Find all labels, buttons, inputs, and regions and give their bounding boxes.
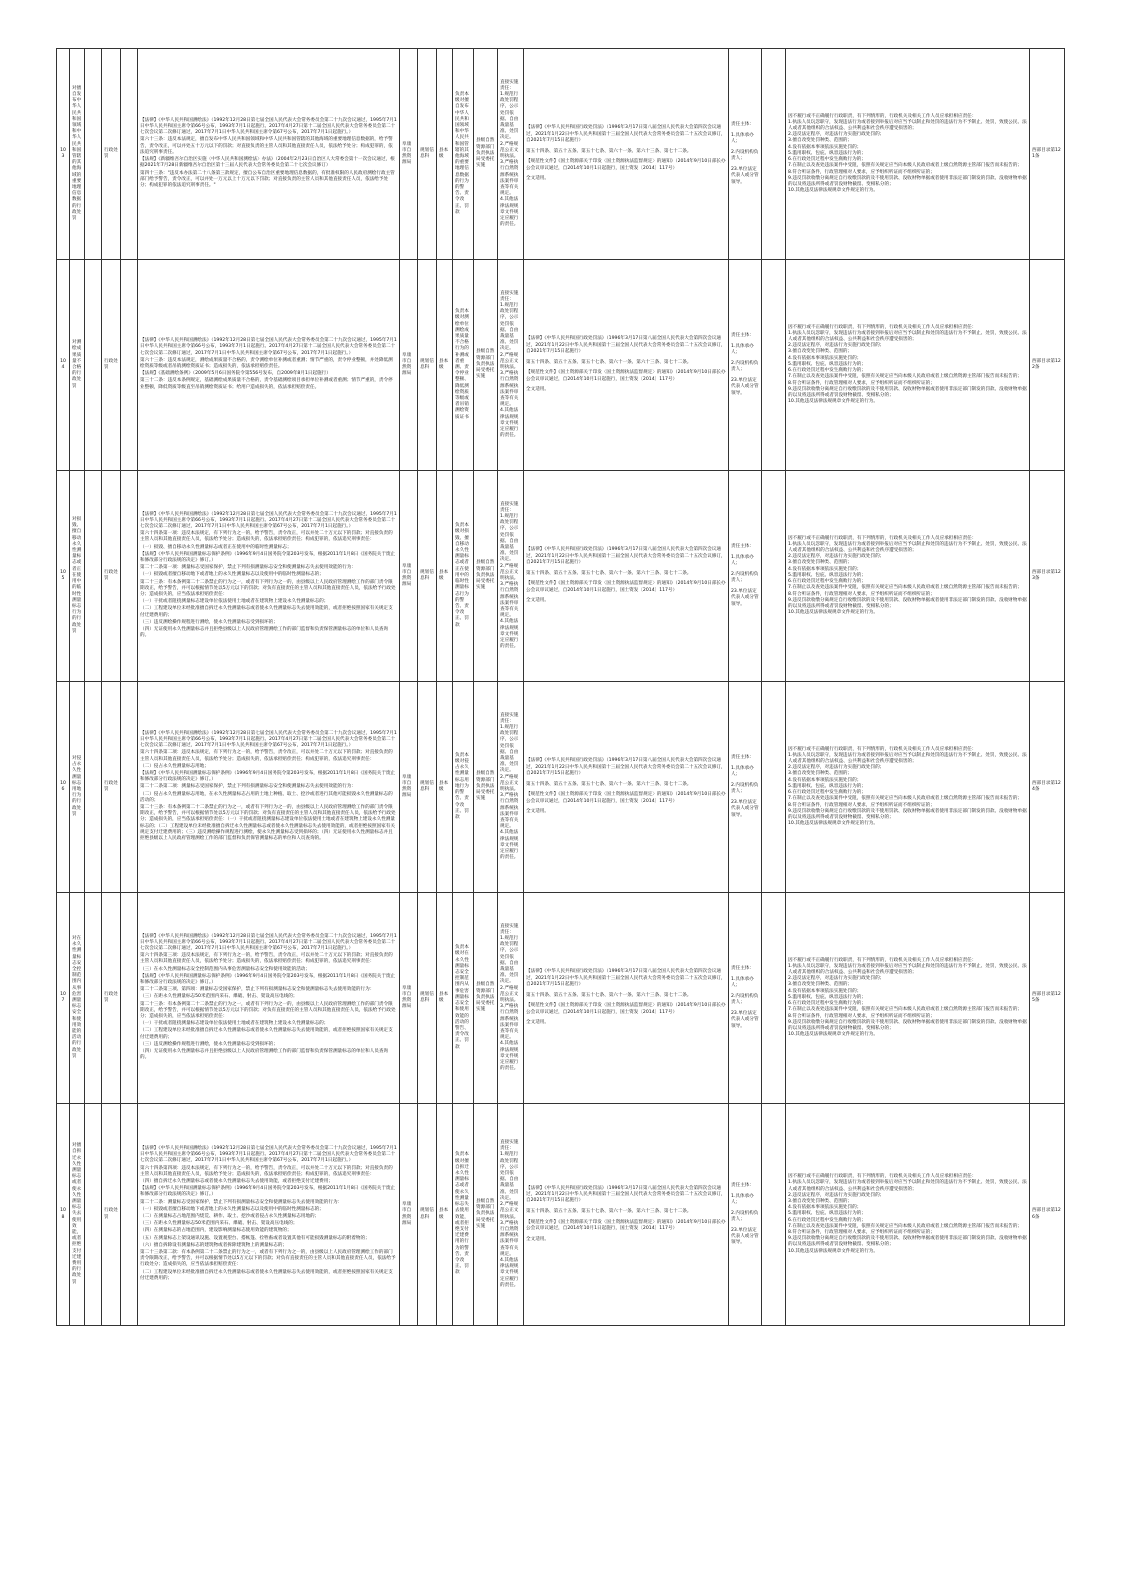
sub-item-cell bbox=[85, 49, 102, 260]
item-name: 对损毁、擅自移动永久性测量标志或者正在使用中的临时性测量标志行为的行政处罚 bbox=[70, 471, 85, 682]
level: 县本级 bbox=[437, 682, 453, 893]
sub-item-cell bbox=[85, 471, 102, 682]
implementing-agency: 阜康市自然资源局 bbox=[400, 682, 418, 893]
catalog-reference: 西部目录第125条 bbox=[1030, 893, 1065, 1104]
item-type: 行政处罚 bbox=[102, 1104, 121, 1326]
responsibility-scope: 负责本级对擅自发布中华人民共和国领域和中华人民共和国管辖的其他海域的重要地理信息数据的行为的警告、责令改正、罚款 bbox=[453, 49, 474, 260]
table-row bbox=[57, 260, 1065, 471]
department: 规划信息科 bbox=[418, 682, 437, 893]
code-cell bbox=[121, 471, 138, 682]
accountability: 因不履行或不正确履行行政职责，有下列情形的，行政机关及相关工作人员应承担相应责任： 1.执法人员玩忽职守，发现违法行为或者接到举报后对应当予以制止和处罚的违法行为不予制止、处罚，致使公民、法人或者其他组织的合法权益、公共利益和社会秩序遭受损害的； 2.违反法定程序，对违法行为实施行政处罚的； 3.擅自改变处罚种类、范围的； 4.没有依据本事项依法实施处罚的； 5.滥用职权、包庇、纵容违法行为的； 6.在行政处罚过程中发生腐败行为的； 7.在制止以及查处违法案件中受阻，依照有关规定应当向本级人民政府或者上级自然资源主管部门报告而未报告的； 8.符合听证条件，行政管理相对人要求，应予组织听证而不组织听证的； 9.违反罚款收缴分离规定自行收缴罚款的及不使用罚款、没收财物单据或者使用非法定部门制发的罚款、没收财物单据的以及将违法所得或者罚没财物截留、变相私分的； 10.其他违反法律法规规章文件规定的行为。 bbox=[786, 682, 1030, 893]
table-row bbox=[57, 471, 1065, 682]
level: 县本级 bbox=[437, 471, 453, 682]
item-type: 行政处罚 bbox=[102, 471, 121, 682]
catalog-reference: 西部目录第124条 bbox=[1030, 682, 1065, 893]
row-number: 107 bbox=[57, 893, 70, 1104]
row-number: 103 bbox=[57, 49, 70, 260]
blank-cell bbox=[762, 893, 786, 1104]
responsible-subject: 责任主体： 1.具体承办人； 2.内设机构负责人； 23.单位法定代表人或分管领导。 bbox=[729, 1104, 762, 1326]
implementing-entity: 县级自然资源部门负责执法局受委托实施 bbox=[474, 893, 498, 1104]
implementing-entity: 县级自然资源部门负责执法局受委托实施 bbox=[474, 682, 498, 893]
implementation-responsibility: 直接实施责任： 1.规范行政处罚程序，公示处罚依据、自由裁量基准、处罚决定。 2.严格规范公正文明执法。 3.严格执行自然资源系统执法案件审查等有关规定。 4.其他法律法规规章文件规定应履行的责任。 bbox=[498, 471, 524, 682]
implementing-agency: 阜康市自然资源局 bbox=[400, 893, 418, 1104]
reference-law: 【法律】《中华人民共和国行政处罚法》（1996年3月17日第八届全国人民代表大会第四次会议通过，2021年1月22日中华人民共和国第十三届全国人民代表大会常务委员会第二十五次会议修订，自2021年7月15日起施行） 第五十四条、第五十五条、第五十七条、第六十一条、第六十三条、第七十二条。 【规范性文件】《国土资源部关于印发〈国土资源执法监督规定〉的通知》（2014年9月10日部长办公会议审议通过，自2014年10月1日起施行，国土资发〔2014〕117号） 全文适用。 bbox=[524, 682, 729, 893]
responsibility-scope: 负责本级对损毁、擅自移动永久性测量标志或者正在使用中的临时性测量标志行为的警告、责令改正、罚款 bbox=[453, 471, 474, 682]
legal-basis: 【法律】《中华人民共和国测绘法》（1992年12月28日第七届全国人民代表大会常务委员会第二十九次会议通过，1995年7月1日中华人民共和国主席令第66号公布，1993年7月1日起施行。2017年4月27日第十二届全国人民代表大会常务委员会第二十七次会议第二次修订通过，2017年7月1日中华人民共和国主席令第67号公布，2017年7月1日起施行。） 第六十四条第二项：违反本法规定，有下列行为之一的，给予警告，责令改正，可以并处二十万元以下的罚款；对直接负责的主管人员和其他直接责任人员，依法给予处分；造成损失的，依法承担赔偿责任；构成犯罪的，依法追究刑事责任： （二）侵占永久性测量标志用地； 【法规】《中华人民共和国测量标志保护条例》（1996年9月4日国务院令第203号发布，根据2011年1月8日《国务院关于废止和修改部分行政法规的决定》修订。） 第二十二条第二项：测量标志受国家保护，禁止下列有损测量标志安全和使测量标志失去使用效能的行为： （二）侵占永久性测量标志用地，在永久性测量标志占用的土地上种植、取土、挖沙或者进行其他可能损毁永久性测量标志的活动的； 第二十三条：有本条例第二十二条禁止的行为之一，或者有下列行为之一的，由县级以上人民政府管理测绘工作的部门责令限期改正，给予警告，并可以根据情节处以5万元以下的罚款；对负有直接责任的主管人员和其他直接责任人员，依法给予行政处分；造成损失的，应当依法承担赔偿责任：（一）干扰或者阻挠测量标志建设单位依法使用土地或者在建筑物上建设永久性测量标志的；（二）工程建设单位未经批准擅自拆迁永久性测量标志或者使永久性测量标志失去使用效能的，或者拒绝按照国家有关规定支付迁建费用的；（三）违反测绘操作规程进行测绘，使永久性测量标志受到损坏的；（四）无证使用永久性测量标志并且拒绝县级以上人民政府管理测绘工作的部门监督和负责保管测量标志的单位和人员查询的。 bbox=[138, 682, 400, 893]
level: 县本级 bbox=[437, 260, 453, 471]
catalog-reference: 西部目录第123条 bbox=[1030, 471, 1065, 682]
code-cell bbox=[121, 893, 138, 1104]
responsible-subject: 责任主体： 1.具体承办人； 2.内设机构负责人； 23.单位法定代表人或分管领导。 bbox=[729, 893, 762, 1104]
department: 规划信息科 bbox=[418, 1104, 437, 1326]
legal-basis: 【法律】《中华人民共和国测绘法》（1992年12月28日第七届全国人民代表大会常务委员会第二十九次会议通过，1995年7月1日中华人民共和国主席令第66号公布，1993年7月1日起施行。2017年4月27日第十二届全国人民代表大会常务委员会第二十七次会议第二次修订通过，2017年7月1日中华人民共和国主席令第67号公布，2017年7月1日起施行。） 第六十三条：违反本法规定，擅自发布中华人民共和国领域和中华人民共和国管辖的其他海域的重要地理信息数据的，给予警告，责令改正，可以并处五十万元以下的罚款；对直接负责的主管人员和其他直接责任人员，依法给予处分；构成犯罪的，依法追究刑事责任。 【法规】《新疆维吾尔自治区实施〈中华人民共和国测绘法〉办法》（2004年2月23日自治区人大常委会第十一次会议通过，根据2021年7月28日新疆维吾尔自治区第十三届人民代表大会常务委员会第二十七次会议修订） 第四十三条："违反本办法第二十八条第三款规定，擅自公布自治区重要地理信息数据的，有批准权限的人民政府测绘行政主管部门给予警告，责令改正，可以并处一万元以上十万元以下罚款；对直接负责的主管人员和其他直接责任人员，依法给予处分；构成犯罪的依法追究刑事责任。" bbox=[138, 49, 400, 260]
department: 规划信息科 bbox=[418, 49, 437, 260]
sub-item-cell bbox=[85, 682, 102, 893]
implementing-agency: 阜康市自然资源局 bbox=[400, 471, 418, 682]
level: 县本级 bbox=[437, 1104, 453, 1326]
table-row bbox=[57, 49, 1065, 260]
implementation-responsibility: 直接实施责任： 1.规范行政处罚程序，公示处罚依据、自由裁量基准、处罚决定。 2.严格规范公正文明执法。 3.严格执行自然资源系统执法案件审查等有关规定。 4.其他法律法规规章文件规定应履行的责任。 bbox=[498, 1104, 524, 1326]
code-cell bbox=[121, 49, 138, 260]
responsible-subject: 责任主体： 1.具体承办人； 2.内设机构负责人； 23.单位法定代表人或分管领导。 bbox=[729, 49, 762, 260]
department: 规划信息科 bbox=[418, 260, 437, 471]
reference-law: 【法律】《中华人民共和国行政处罚法》（1996年3月17日第八届全国人民代表大会第四次会议通过，2021年1月22日中华人民共和国第十三届全国人民代表大会常务委员会第二十五次会议修订，自2021年7月15日起施行） 第五十四条、第五十五条、第五十七条、第六十一条、第六十三条、第七十二条。 【规范性文件】《国土资源部关于印发〈国土资源执法监督规定〉的通知》（2014年9月10日部长办公会议审议通过，自2014年10月1日起施行，国土资发〔2014〕117号） 全文适用。 bbox=[524, 260, 729, 471]
item-type: 行政处罚 bbox=[102, 682, 121, 893]
row-number: 104 bbox=[57, 260, 70, 471]
implementing-entity: 县级自然资源部门负责执法局受委托实施 bbox=[474, 1104, 498, 1326]
item-type: 行政处罚 bbox=[102, 893, 121, 1104]
implementing-agency: 阜康市自然资源局 bbox=[400, 49, 418, 260]
department: 规划信息科 bbox=[418, 893, 437, 1104]
accountability: 因不履行或不正确履行行政职责，有下列情形的，行政机关及相关工作人员应承担相应责任： 1.执法人员玩忽职守，发现违法行为或者接到举报后对应当予以制止和处罚的违法行为不予制止、处罚，致使公民、法人或者其他组织的合法权益、公共利益和社会秩序遭受损害的； 2.违反法定程序，对违法行为实施行政处罚的； 3.擅自改变处罚种类、范围的； 4.没有依据本事项依法实施处罚的； 5.滥用职权、包庇、纵容违法行为的； 6.在行政处罚过程中发生腐败行为的； 7.在制止以及查处违法案件中受阻，依照有关规定应当向本级人民政府或者上级自然资源主管部门报告而未报告的； 8.符合听证条件，行政管理相对人要求，应予组织听证而不组织听证的； 9.违反罚款收缴分离规定自行收缴罚款的及不使用罚款、没收财物单据或者使用非法定部门制发的罚款、没收财物单据的以及将违法所得或者罚没财物截留、变相私分的； 10.其他违反法律法规规章文件规定的行为。 bbox=[786, 49, 1030, 260]
row-number: 105 bbox=[57, 471, 70, 682]
legal-basis: 【法律】《中华人民共和国测绘法》（1992年12月28日第七届全国人民代表大会常务委员会第二十九次会议通过，1995年7月1日中华人民共和国主席令第66号公布，1993年7月1日起施行。2017年4月27日第十二届全国人民代表大会常务委员会第二十七次会议第二次修订通过，2017年7月1日中华人民共和国主席令第67号公布，2017年7月1日起施行。） 第六十四条第四项：违反本法规定，有下列行为之一的，给予警告，责令改正，可以并处二十万元以下的罚款；对直接负责的主管人员和其他直接责任人员，依法给予处分；造成损失的，依法承担赔偿责任；构成犯罪的，依法追究刑事责任： （四）擅自拆迁永久性测量标志或者使永久性测量标志失去使用效能，或者拒绝支付迁建费用； 【法规】《中华人民共和国测量标志保护条例》（1996年9月4日国务院令第203号发布，根据2011年1月8日《国务院关于废止和修改部分行政法规的决定》修订。） 第二十二条：测量标志受国家保护，禁止下列有损测量标志安全和使测量标志失去使用效能的行为： （一）损毁或者擅自移动地下或者地上的永久性测量标志以及使用中的临时性测量标志的； （二）在测量标志占地范围内烧荒、耕作、取土、挖沙或者侵占永久性测量标志用地的； （三）在距永久性测量标志50米范围内采石、爆破、射击、架设高压电线的； （四）在测量标志的占地范围内，建设影响测量标志使用效能的建筑物的； （五）在测量标志上架设通讯设施、设置观望台、搭帐篷、拴牲畜或者设置其他有可能损毁测量标志的附着物的； （六）擅自拆除设有测量标志的建筑物或者拆除建筑物上的测量标志的； 第二十三条第二款：有本条例第二十二条禁止的行为之一，或者有下列行为之一的，由县级以上人民政府管理测绘工作的部门责令限期改正，给予警告，并可以根据情节处以5万元以下的罚款；对负有直接责任的主管人员和其他直接责任人员，依法给予行政处分；造成损失的，应当依法承担赔偿责任： （二）工程建设单位未经批准擅自拆迁永久性测量标志或者使永久性测量标志失去使用效能的，或者拒绝按照国家有关规定支付迁建费用的； bbox=[138, 1104, 400, 1326]
blank-cell bbox=[762, 260, 786, 471]
level: 县本级 bbox=[437, 49, 453, 260]
responsibility-scope: 负责本级对擅自拆迁永久性测量标志或者使永久性测量标志失去使用效能，或者拒绝支付迁建费用的行为的警告、责令改正、罚款 bbox=[453, 1104, 474, 1326]
implementing-entity: 县级自然资源部门负责执法局受委托实施 bbox=[474, 471, 498, 682]
table-row bbox=[57, 893, 1065, 1104]
implementing-agency: 阜康市自然资源局 bbox=[400, 1104, 418, 1326]
item-type: 行政处罚 bbox=[102, 260, 121, 471]
accountability: 因不履行或不正确履行行政职责，有下列情形的，行政机关及相关工作人员应承担相应责任： 1.执法人员玩忽职守，发现违法行为或者接到举报后对应当予以制止和处罚的违法行为不予制止、处罚，致使公民、法人或者其他组织的合法权益、公共利益和社会秩序遭受损害的； 2.违反法定程序，对违法行为实施行政处罚的； 3.擅自改变处罚种类、范围的； 4.没有依据本事项依法实施处罚的； 5.滥用职权、包庇、纵容违法行为的； 6.在行政处罚过程中发生腐败行为的； 7.在制止以及查处违法案件中受阻，依照有关规定应当向本级人民政府或者上级自然资源主管部门报告而未报告的； 8.符合听证条件，行政管理相对人要求，应予组织听证而不组织听证的； 9.违反罚款收缴分离规定自行收缴罚款的及不使用罚款、没收财物单据或者使用非法定部门制发的罚款、没收财物单据的以及将违法所得或者罚没财物截留、变相私分的； 10.其他违反法律法规规章文件规定的行为。 bbox=[786, 893, 1030, 1104]
blank-cell bbox=[762, 1104, 786, 1326]
item-name: 对擅自发布中华人民共和国领域和中华人民共和国管辖的其他海域的重要地理信息数据的行政处罚 bbox=[70, 49, 85, 260]
row-number: 108 bbox=[57, 1104, 70, 1326]
implementation-responsibility: 直接实施责任： 1.规范行政处罚程序，公示处罚依据、自由裁量基准、处罚决定。 2.严格规范公正文明执法。 3.严格执行自然资源系统执法案件审查等有关规定。 4.其他法律法规规章文件规定应履行的责任。 bbox=[498, 682, 524, 893]
blank-cell bbox=[762, 49, 786, 260]
reference-law: 【法律】《中华人民共和国行政处罚法》（1996年3月17日第八届全国人民代表大会第四次会议通过，2021年1月22日中华人民共和国第十三届全国人民代表大会常务委员会第二十五次会议修订，自2021年7月15日起施行） 第五十四条、第五十五条、第五十七条、第六十一条、第六十三条、第七十二条。 【规范性文件】《国土资源部关于印发〈国土资源执法监督规定〉的通知》（2014年9月10日部长办公会议审议通过，自2014年10月1日起施行，国土资发〔2014〕117号） 全文适用。 bbox=[524, 893, 729, 1104]
item-name: 对擅自拆迁永久性测量标志或者使永久性测量标志失去使用效能，或者拒绝支付迁建费用的行政处罚 bbox=[70, 1104, 85, 1326]
sub-item-cell bbox=[85, 1104, 102, 1326]
reference-law: 【法律】《中华人民共和国行政处罚法》（1996年3月17日第八届全国人民代表大会第四次会议通过，2021年1月22日中华人民共和国第十三届全国人民代表大会常务委员会第二十五次会议修订，自2021年7月15日起施行） 第五十四条、第五十五条、第五十七条、第六十一条、第六十三条、第七十二条。 【规范性文件】《国土资源部关于印发〈国土资源执法监督规定〉的通知》（2014年9月10日部长办公会议审议通过，自2014年10月1日起施行，国土资发〔2014〕117号） 全文适用。 bbox=[524, 49, 729, 260]
implementation-responsibility: 直接实施责任： 1.规范行政处罚程序，公示处罚依据、自由裁量基准、处罚决定。 2.严格规范公正文明执法。 3.严格执行自然资源系统执法案件审查等有关规定。 4.其他法律法规规章文件规定应履行的责任。 bbox=[498, 893, 524, 1104]
legal-basis: 【法律】《中华人民共和国测绘法》（1992年12月28日第七届全国人民代表大会常务委员会第二十九次会议通过，1995年7月1日中华人民共和国主席令第66号公布，1993年7月1日起施行。2017年4月27日第十二届全国人民代表大会常务委员会第二十七次会议第二次修订通过，2017年7月1日中华人民共和国主席令第67号公布，2017年7月1日起施行。） 第六十三条：违反本法规定，测绘成果质量不合格的，责令测绘单位补测或者重测；情节严重的，责令停业整顿，并处降低测绘资质等级或者吊销测绘资质证书；造成损失的，依法承担赔偿责任。 【法规】《基础测绘条例》（2009年5月6日国务院令第556号发布，自2009年8月1日起施行） 第三十二条：违反本条例规定，基础测绘成果质量不合格的，责令基础测绘项目承担单位补测或者重测；情节严重的，责令停业整顿，降低资质等级直至吊销测绘资质证书；给用户造成损失的，依法承担赔偿责任。 bbox=[138, 260, 400, 471]
responsibility-scope: 负责本级对测绘单位测绘成果质量不合格行为的补测或者重测、责令停业整顿、降低测绘资质等级或者吊销测绘资质证书 bbox=[453, 260, 474, 471]
code-cell bbox=[121, 682, 138, 893]
code-cell bbox=[121, 1104, 138, 1326]
responsible-subject: 责任主体： 1.具体承办人； 2.内设机构负责人； 23.单位法定代表人或分管领导。 bbox=[729, 260, 762, 471]
legal-basis: 【法律】《中华人民共和国测绘法》（1992年12月28日第七届全国人民代表大会常务委员会第二十九次会议通过，1995年7月1日中华人民共和国主席令第66号公布，1993年7月1日起施行。2017年4月27日第十二届全国人民代表大会常务委员会第二十七次会议第二次修订通过，2017年7月1日中华人民共和国主席令第67号公布，2017年7月1日起施行。） 第六十四条第一项：违反本法规定，有下列行为之一的，给予警告，责令改正，可以并处二十万元以下的罚款；对直接负责的主管人员和其他直接责任人员，依法给予处分；造成损失的，依法承担赔偿责任；构成犯罪的，依法追究刑事责任： （一）损毁、擅自移动永久性测量标志或者正在使用中的临时性测量标志； 【法规】《中华人民共和国测量标志保护条例》（1996年9月4日国务院令第203号发布，根据2011年1月8日《国务院关于废止和修改部分行政法规的决定》修订。） 第二十二条第一项：测量标志受国家保护，禁止下列有损测量标志安全和使测量标志失去使用效能的行为： （一）损毁或者擅自移动地下或者地上的永久性测量标志以及使用中的临时性测量标志的； 第二十三条：有本条例第二十二条禁止的行为之一，或者有下列行为之一的，由县级以上人民政府管理测绘工作的部门责令限期改正，给予警告，并可以根据情节处以5万元以下的罚款；对负有直接责任的主管人员和其他直接责任人员，依法给予行政处分；造成损失的，应当依法承担赔偿责任： （一）干扰或者阻挠测量标志建设单位依法使用土地或者在建筑物上建设永久性测量标志的； （二）工程建设单位未经批准擅自拆迁永久性测量标志或者使永久性测量标志失去使用效能的，或者拒绝按照国家有关规定支付迁建费用的； （三）违反测绘操作规程进行测绘，使永久性测量标志受到损坏的； （四）无证使用永久性测量标志并且拒绝县级以上人民政府管理测绘工作的部门监督和负责保管测量标志的单位和人员查询的。 bbox=[138, 471, 400, 682]
accountability: 因不履行或不正确履行行政职责，有下列情形的，行政机关及相关工作人员应承担相应责任： 1.执法人员玩忽职守，发现违法行为或者接到举报后对应当予以制止和处罚的违法行为不予制止、处罚，致使公民、法人或者其他组织的合法权益、公共利益和社会秩序遭受损害的； 2.违反法定程序，对违法行为实施行政处罚的； 3.擅自改变处罚种类、范围的； 4.没有依据本事项依法实施处罚的； 5.滥用职权、包庇、纵容违法行为的； 6.在行政处罚过程中发生腐败行为的； 7.在制止以及查处违法案件中受阻，依照有关规定应当向本级人民政府或者上级自然资源主管部门报告而未报告的； 8.符合听证条件，行政管理相对人要求，应予组织听证而不组织听证的； 9.违反罚款收缴分离规定自行收缴罚款的及不使用罚款、没收财物单据或者使用非法定部门制发的罚款、没收财物单据的以及将违法所得或者罚没财物截留、变相私分的； 10.其他违反法律法规规章文件规定的行为。 bbox=[786, 260, 1030, 471]
implementing-entity: 县级自然资源部门负责执法局受委托实施 bbox=[474, 260, 498, 471]
responsible-subject: 责任主体： 1.具体承办人； 2.内设机构负责人； 23.单位法定代表人或分管领导。 bbox=[729, 682, 762, 893]
implementation-responsibility: 直接实施责任： 1.规范行政处罚程序，公示处罚依据、自由裁量基准、处罚决定。 2.严格规范公正文明执法。 3.严格执行自然资源系统执法案件审查等有关规定。 4.其他法律法规规章文件规定应履行的责任。 bbox=[498, 49, 524, 260]
code-cell bbox=[121, 260, 138, 471]
table-row bbox=[57, 682, 1065, 893]
row-number: 106 bbox=[57, 682, 70, 893]
blank-cell bbox=[762, 682, 786, 893]
sub-item-cell bbox=[85, 893, 102, 1104]
responsibility-scope: 负责本级对侵占永久性测量标志用地行为的警告、责令改正、罚款 bbox=[453, 682, 474, 893]
catalog-reference: 西部目录第121条 bbox=[1030, 49, 1065, 260]
reference-law: 【法律】《中华人民共和国行政处罚法》（1996年3月17日第八届全国人民代表大会第四次会议通过，2021年1月22日中华人民共和国第十三届全国人民代表大会常务委员会第二十五次会议修订，自2021年7月15日起施行） 第五十四条、第五十五条、第五十七条、第六十一条、第六十三条、第七十二条。 【规范性文件】《国土资源部关于印发〈国土资源执法监督规定〉的通知》（2014年9月10日部长办公会议审议通过，自2014年10月1日起施行，国土资发〔2014〕117号） 全文适用。 bbox=[524, 1104, 729, 1326]
level: 县本级 bbox=[437, 893, 453, 1104]
item-type: 行政处罚 bbox=[102, 49, 121, 260]
catalog-reference: 西部目录第122条 bbox=[1030, 260, 1065, 471]
accountability: 因不履行或不正确履行行政职责，有下列情形的，行政机关及相关工作人员应承担相应责任： 1.执法人员玩忽职守，发现违法行为或者接到举报后对应当予以制止和处罚的违法行为不予制止、处罚，致使公民、法人或者其他组织的合法权益、公共利益和社会秩序遭受损害的； 2.违反法定程序，对违法行为实施行政处罚的； 3.擅自改变处罚种类、范围的； 4.没有依据本事项依法实施处罚的； 5.滥用职权、包庇、纵容违法行为的； 6.在行政处罚过程中发生腐败行为的； 7.在制止以及查处违法案件中受阻，依照有关规定应当向本级人民政府或者上级自然资源主管部门报告而未报告的； 8.符合听证条件，行政管理相对人要求，应予组织听证而不组织听证的； 9.违反罚款收缴分离规定自行收缴罚款的及不使用罚款、没收财物单据或者使用非法定部门制发的罚款、没收财物单据的以及将违法所得或者罚没财物截留、变相私分的； 10.其他违反法律法规规章文件规定的行为。 bbox=[786, 471, 1030, 682]
table-row bbox=[57, 1104, 1065, 1326]
item-name: 对在永久性测量标志安全控制范围内从事危害测量标志安全和使用效能的活动的行政处罚 bbox=[70, 893, 85, 1104]
legal-basis: 【法律】《中华人民共和国测绘法》（1992年12月28日第七届全国人民代表大会常务委员会第二十九次会议通过，1995年7月1日中华人民共和国主席令第66号公布，1993年7月1日起施行。2017年4月27日第十二届全国人民代表大会常务委员会第二十七次会议第二次修订通过，2017年7月1日中华人民共和国主席令第67号公布，2017年7月1日起施行。） 第六十四条第三项：违反本法规定，有下列行为之一的，给予警告，责令改正，可以并处二十万元以下的罚款；对直接负责的主管人员和其他直接责任人员，依法给予处分；造成损失的，依法承担赔偿责任；构成犯罪的，依法追究刑事责任： （三）在永久性测量标志安全控制范围内从事危害测量标志安全和使用效能的活动； 【法规】《中华人民共和国测量标志保护条例》（1996年9月4日国务院令第203号发布，根据2011年1月8日《国务院关于废止和修改部分行政法规的决定》修订。） 第二十二条第三项、第四项：测量标志受国家保护，禁止下列有损测量标志安全和使测量标志失去使用效能的行为： （三）在距永久性测量标志50米范围内采石、爆破、射击、架设高压电线的； 第二十三条：有本条例第二十二条禁止的行为之一，或者有下列行为之一的，由县级以上人民政府管理测绘工作的部门责令限期改正，给予警告，并可以根据情节处以5万元以下的罚款；对负有直接责任的主管人员和其他直接责任人员，依法给予行政处分；造成损失的，应当依法承担赔偿责任： （一）干扰或者阻挠测量标志建设单位依法使用土地或者在建筑物上建设永久性测量标志的； （二）工程建设单位未经批准擅自拆迁永久性测量标志或者使永久性测量标志失去使用效能的，或者拒绝按照国家有关规定支付迁建费用的； （三）违反测绘操作规程进行测绘，使永久性测量标志受到损坏的； （四）无证使用永久性测量标志并且拒绝县级以上人民政府管理测绘工作的部门监督和负责保管测量标志的单位和人员查询的。 bbox=[138, 893, 400, 1104]
item-name: 对侵占永久性测量标志用地行为的行政处罚 bbox=[70, 682, 85, 893]
item-name: 对测绘成果质量不合格的行政处罚 bbox=[70, 260, 85, 471]
accountability: 因不履行或不正确履行行政职责，有下列情形的，行政机关及相关工作人员应承担相应责任： 1.执法人员玩忽职守，发现违法行为或者接到举报后对应当予以制止和处罚的违法行为不予制止、处罚，致使公民、法人或者其他组织的合法权益、公共利益和社会秩序遭受损害的； 2.违反法定程序，对违法行为实施行政处罚的； 3.擅自改变处罚种类、范围的； 4.没有依据本事项依法实施处罚的； 5.滥用职权、包庇、纵容违法行为的； 6.在行政处罚过程中发生腐败行为的； 7.在制止以及查处违法案件中受阻，依照有关规定应当向本级人民政府或者上级自然资源主管部门报告而未报告的； 8.符合听证条件，行政管理相对人要求，应予组织听证而不组织听证的； 9.违反罚款收缴分离规定自行收缴罚款的及不使用罚款、没收财物单据或者使用非法定部门制发的罚款、没收财物单据的以及将违法所得或者罚没财物截留、变相私分的； 10.其他违反法律法规规章文件规定的行为。 bbox=[786, 1104, 1030, 1326]
power-list-table bbox=[56, 48, 1065, 1326]
catalog-reference: 西部目录第126条 bbox=[1030, 1104, 1065, 1326]
responsibility-scope: 负责本级对在永久性测量标志安全控制范围内从事危害测量标志安全和使用效能的活动的警告、责令改正、罚款 bbox=[453, 893, 474, 1104]
implementing-agency: 阜康市自然资源局 bbox=[400, 260, 418, 471]
reference-law: 【法律】《中华人民共和国行政处罚法》（1996年3月17日第八届全国人民代表大会第四次会议通过，2021年1月22日中华人民共和国第十三届全国人民代表大会常务委员会第二十五次会议修订，自2021年7月15日起施行） 第五十四条、第五十五条、第五十七条、第六十一条、第六十三条、第七十二条。 【规范性文件】《国土资源部关于印发〈国土资源执法监督规定〉的通知》（2014年9月10日部长办公会议审议通过，自2014年10月1日起施行，国土资发〔2014〕117号） 全文适用。 bbox=[524, 471, 729, 682]
implementing-entity: 县级自然资源部门负责执法局受委托实施 bbox=[474, 49, 498, 260]
implementation-responsibility: 直接实施责任： 1.规范行政处罚程序，公示处罚依据、自由裁量基准、处罚决定。 2.严格规范公正文明执法。 3.严格执行自然资源系统执法案件审查等有关规定。 4.其他法律法规规章文件规定应履行的责任。 bbox=[498, 260, 524, 471]
sub-item-cell bbox=[85, 260, 102, 471]
responsible-subject: 责任主体： 1.具体承办人； 2.内设机构负责人； 23.单位法定代表人或分管领导。 bbox=[729, 471, 762, 682]
blank-cell bbox=[762, 471, 786, 682]
department: 规划信息科 bbox=[418, 471, 437, 682]
